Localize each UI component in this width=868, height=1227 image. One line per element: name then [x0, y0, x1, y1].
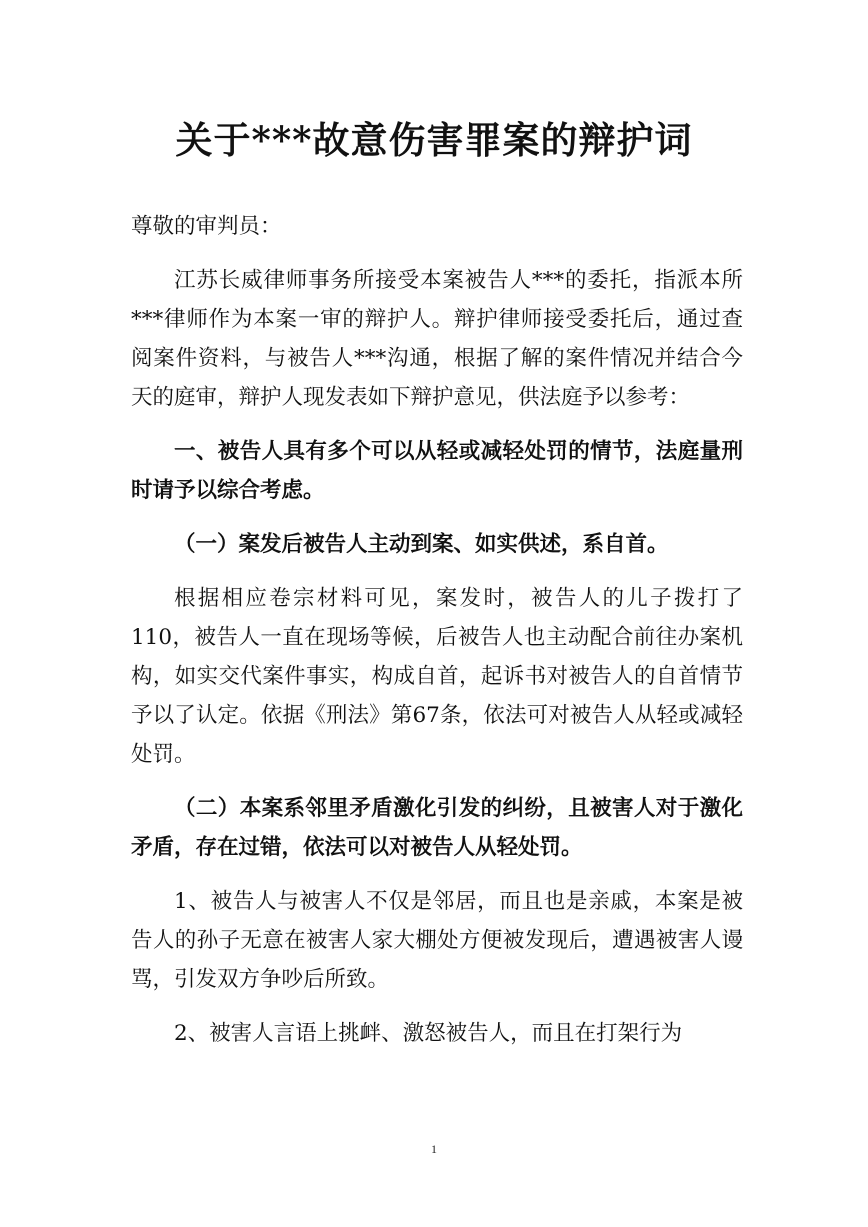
document-body	[131, 207, 743, 1053]
subsection-heading-2: （二）本案系邻里矛盾激化引发的纠纷，且被害人对于激化矛盾，存在过错，依法可以对被告人从轻处罚。	[131, 796, 743, 860]
document-title: 关于***故意伤害罪案的辩护词	[175, 118, 693, 162]
intro-paragraph: 江苏长威律师事务所接受本案被告人***的委托，指派本所***律师作为本案一审的辩护人。辩护律师接受委托后，通过查阅案件资料，与被告人***沟通，根据了解的案件情况并结合今天的庭审，辩护人现发表如下辩护意见，供法庭予以参考：	[131, 268, 743, 410]
subsection-heading-1: （一）案发后被告人主动到案、如实供述，系自首。	[174, 532, 669, 557]
point-paragraph-1: 1、被告人与被害人不仅是邻居，而且也是亲戚，本案是被告人的孙子无意在被害人家大棚处方便被发现后，遭遇被害人谩骂，引发双方争吵后所致。	[131, 889, 743, 992]
point-paragraph-2: 2、被害人言语上挑衅、激怒被告人，而且在打架行为	[174, 1021, 683, 1046]
subsection-body-1: 根据相应卷宗材料可见，案发时，被告人的儿子拨打了110，被告人一直在现场等候，后被告人也主动配合前往办案机构，如实交代案件事实，构成自首，起诉书对被告人的自首情节予以了认定。依据《刑法》第67条，依法可对被告人从轻或减轻处罚。	[131, 586, 743, 767]
salutation: 尊敬的审判员：	[131, 214, 282, 239]
section-heading-1: 一、被告人具有多个可以从轻或减轻处罚的情节，法庭量刑时请予以综合考虑。	[131, 439, 743, 503]
page-number: 1	[431, 1142, 437, 1156]
